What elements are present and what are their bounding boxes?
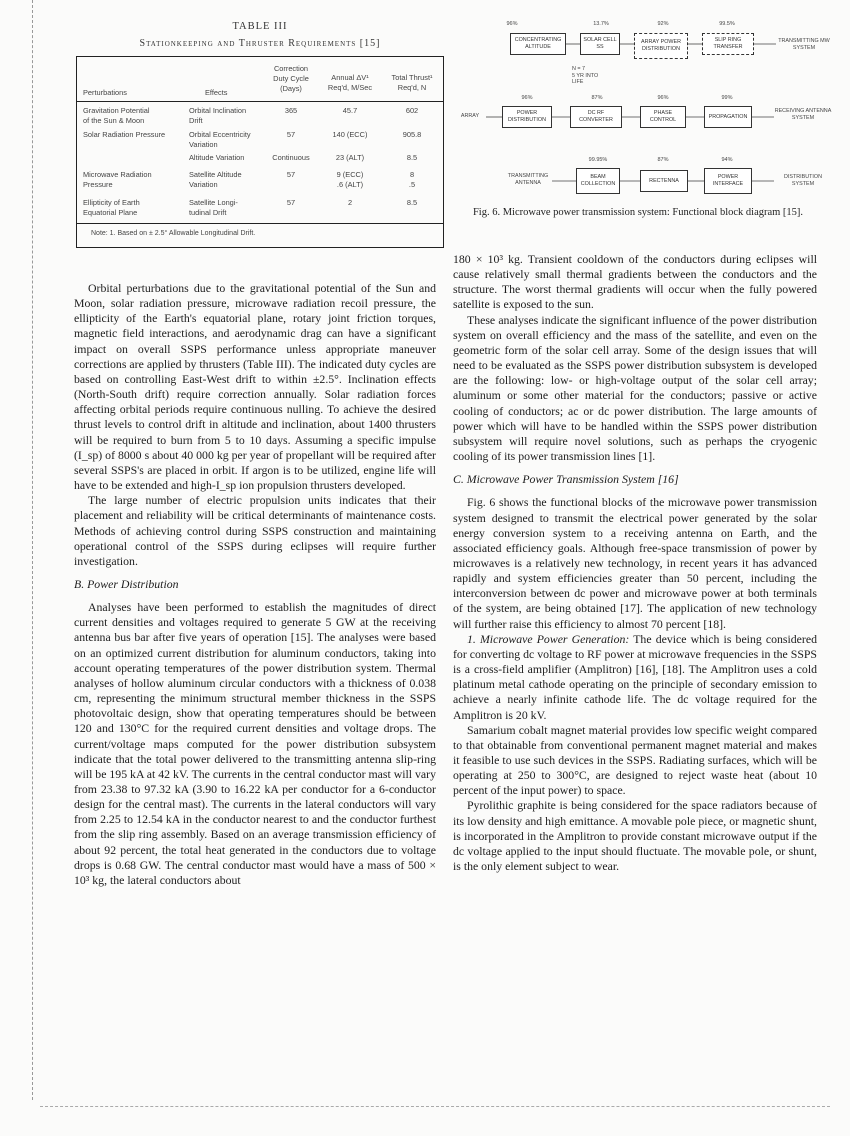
label-array: ARRAY	[460, 113, 480, 119]
paragraph: 1. Microwave Power Generation: The device which is being considered for converting dc voltage to RF power at microwave frequencies in the SSPS is a cross-field amplifier (Amplitron) [16], [18]. The Amplitron uses a cold platinum metal cathode operating on the principle of secondary emission to achieve a nearly infinite cathode life. The dc voltage required for the Amplitron is 20 kV.	[453, 631, 817, 722]
scan-bottom-line	[40, 1106, 830, 1107]
table-cell: 602	[405, 106, 419, 115]
paragraph: Analyses have been performed to establish the magnitudes of direct current densities and voltages required to generate 5 GW at the receiving antenna bus bar after five years of operation [15]. The analyses were based on an optimized current distribution for aluminum conductors, taking into account operating temperatures of the power distribution system. Thermal analyses of hollow aluminum circular conductors with a thickness of 0.038 cm, representing the minimum structural member thickness in the SSPS photovoltaic design, show that operating temperatures should be between 120 and 130°C for the required current densities and voltage drops. The current/voltage maps computed for the power distribution subsystem indicate that the total power delivered to the transmitting antenna slip-ring will be 195 kA at 42 kV. The currents in the central conductor mast will vary from 23.38 to 97.32 kA (3.90 to 16.22 kA per conductor for a 6-conductor design for the central mast). The currents in the lateral conductors will vary from 2.25 to 12.54 kA in the conductor nearest to and the conductor furthest from the slip ring assembly. Based on an average transmission efficiency of about 92 percent, the total heat generated in the conductors due to voltage drops is 0.68 GW. The central conductor mast would have a mass of 500 × 10³ kg, the lateral conductors about	[74, 600, 436, 887]
block-slip-ring: SLIP RING TRANSFER	[702, 33, 754, 55]
table-note: Note: 1. Based on ± 2.5° Allowable Longitudinal Drift.	[91, 230, 256, 237]
table-cell: 8 .5	[408, 170, 416, 189]
th-duty: Correction Duty Cycle (Days)	[273, 64, 309, 93]
block-propagation: PROPAGATION	[704, 106, 752, 128]
label-distribution-system: DISTRIBUTION SYSTEM	[783, 174, 823, 187]
eff-pct: 87%	[591, 95, 603, 101]
table-cell: 57	[286, 170, 296, 179]
table-cell: 365	[284, 106, 298, 115]
subsection-heading: 1. Microwave Power Generation:	[467, 631, 630, 646]
eff-pct: 99.95%	[588, 157, 608, 163]
left-text-column	[74, 281, 436, 888]
table-cell: 9 (ECC) .6 (ALT)	[336, 170, 364, 189]
eff-pct: 96%	[506, 21, 518, 27]
th-effects: Effects	[205, 88, 228, 97]
table-row: Altitude Variation	[189, 153, 245, 162]
label-transmitting: TRANSMITTING MW SYSTEM	[778, 38, 830, 51]
scan-margin-line	[32, 0, 34, 1100]
table-cell: 8.5	[406, 198, 418, 207]
paragraph: 180 × 10³ kg. Transient cooldown of the conductors during eclipses will cause relatively small thermal gradients between the conductors and the structure. The worst thermal gradients will occur when the fully powered satellite is exposed to the sun.	[453, 252, 817, 312]
eff-pct: 99.5%	[719, 21, 735, 27]
eff-pct: 94%	[721, 157, 733, 163]
paragraph: Fig. 6 shows the functional blocks of the microwave power transmission system designed to transmit the electrical power generated by the solar energy conversion system to a receiving antenna on Earth, and the associated efficiency goals. Although free-space transmission of power by microwaves is a relatively new technology, in recent years it has advanced rapidly and system efficiencies greater than 50 percent, including the interconversion between dc power and microwave power at both terminals of the system, are being obtained [17]. The application of new technology will further raise this efficiency to almost 70 percent [18].	[453, 495, 817, 631]
label-receiving: RECEIVING ANTENNA SYSTEM	[774, 108, 832, 121]
eff-pct: 92%	[657, 21, 669, 27]
table-row: Gravitation Potential of the Sun & Moon	[83, 106, 150, 125]
table-row: Solar Radiation Pressure	[83, 130, 166, 139]
table-cell: Orbital Inclination Drift	[189, 106, 247, 125]
eff-pct: 96%	[657, 95, 669, 101]
paragraph: These analyses indicate the significant influence of the power distribution system on overall efficiency and the mass of the satellite, and even on the geometric form of the solar cell array. Some of the design issues that will need to be evaluated as the SSPS power distribution subsystem is developed are the following: low- or high-voltage output of the solar cell array; aluminum or some other material for the conductors; passive or active cooling of conductors; ac or dc power distribution. The large amounts of power which will have to be handled within the SSPS power distribution subsystem will require novel solutions, such as perhaps the cryogenic cooling of its power transmission lines [1].	[453, 312, 817, 464]
table-cell: 905.8	[402, 130, 422, 139]
note-life: N = 7 5 YR INTO LIFE	[572, 66, 599, 86]
paragraph: Samarium cobalt magnet material provides low specific weight compared to that obtainable from conventional permanent magnet material and makes it feasible to use such devices in the SSPS. Radiating surfaces, which will be operating at 250 to 300°C, are designed to reject waste heat (about 10 percent of the input power) to space.	[453, 722, 817, 798]
paragraph: The large number of electric propulsion units indicates that their placement and reliability will be critical determinants of maintenance costs. Methods of achieving control during SSPS construction and maintaining operational control of the SSPS during eclipses will require further investigation.	[74, 493, 436, 568]
figure-caption: Fig. 6. Microwave power transmission system: Functional block diagram [15].	[472, 207, 804, 218]
table-cell: Orbital Eccentricity Variation	[189, 130, 251, 149]
paragraph: Orbital perturbations due to the gravitational potential of the Sun and Moon, solar radiation pressure, microwave radiation recoil pressure, the ellipticity of the Earth's equatorial plane, rotary joint friction torques, magnetic field interactions, and aerodynamic drag can have a significant impact on overall SSPS performance unless appropriate maneuver corrections are applied by thrusters (Table III). The indicated duty cycles are based on controlling East-West drift to within ±2.5°. Inclination effects (North-South drift) require correction annually. Solar radiation forces affecting orbital periods require continuous nulling. To achieve the desired thrust levels to control drift in altitude and inclination, about 1400 thrusters will be required to burn from 5 to 10 days. Assuming a specific impulse (I_sp) of 8000 s about 40 000 kg per year of propellant will be required after several SSPS's are placed in orbit. If argon is to be utilized, engine life will have to be extended and high-I_sp ion propulsion thrusters developed.	[74, 281, 436, 493]
table-title: TABLE III	[232, 21, 288, 32]
table-cell: 140 (ECC)	[332, 130, 368, 139]
right-text-column	[453, 252, 817, 874]
table-cell: 2	[347, 198, 353, 207]
fig6-block-diagram	[452, 18, 832, 204]
table-row: Microwave Radiation Pressure	[83, 170, 152, 189]
th-perturbations: Perturbations	[83, 88, 127, 97]
table-cell: Satellite Altitude Variation	[189, 170, 242, 189]
table-cell: 8.5	[406, 153, 418, 162]
block-rectenna: RECTENNA	[640, 170, 688, 192]
block-power-interface: POWER INTERFACE	[704, 168, 752, 194]
section-heading-b: B. Power Distribution	[74, 576, 179, 591]
block-solar-cell: SOLAR CELL SS	[580, 33, 620, 55]
eff-pct: 13.7%	[593, 21, 609, 27]
eff-pct: 99%	[721, 95, 733, 101]
table-cell: 57	[286, 198, 296, 207]
label-transmitting-antenna: TRANSMITTING ANTENNA	[507, 173, 549, 186]
table-cell: 57	[286, 130, 296, 139]
block-power-distribution: POWER DISTRIBUTION	[502, 106, 552, 128]
table-row: Ellipticity of Earth Equatorial Plane	[83, 198, 140, 217]
th-delta-v: Annual ΔV¹ Req'd, M/Sec	[327, 73, 373, 92]
table-iii	[76, 56, 444, 248]
section-heading-c: C. Microwave Power Transmission System [16]	[453, 472, 679, 487]
block-beam-collection: BEAM COLLECTION	[576, 168, 620, 194]
eff-pct: 96%	[521, 95, 533, 101]
table-cell: Continuous	[272, 153, 310, 162]
block-dc-rf-converter: DC RF CONVERTER	[570, 106, 622, 128]
block-phase-control: PHASE CONTROL	[640, 106, 686, 128]
eff-pct: 87%	[657, 157, 669, 163]
table-cell: 45.7	[342, 106, 358, 115]
block-array-power: ARRAY POWER DISTRIBUTION	[634, 33, 688, 59]
table-caption: Stationkeeping and Thruster Requirements [15]	[139, 38, 381, 49]
block-concentrating: CONCENTRATING ALTITUDE	[510, 33, 566, 55]
paragraph: Pyrolithic graphite is being considered for the space radiators because of its low density and high emittance. A movable pole piece, or magnetic shunt, is incorporated in the Amplitron to provide constant microwave output if the dc voltage applied to the input should fluctuate. The movable pole, or shunt, is the only element subject to wear.	[453, 798, 817, 874]
table-cell: Satellite Longi- tudinal Drift	[189, 198, 238, 217]
th-thrust: Total Thrust¹ Req'd, N	[391, 73, 433, 92]
table-cell: 23 (ALT)	[335, 153, 365, 162]
